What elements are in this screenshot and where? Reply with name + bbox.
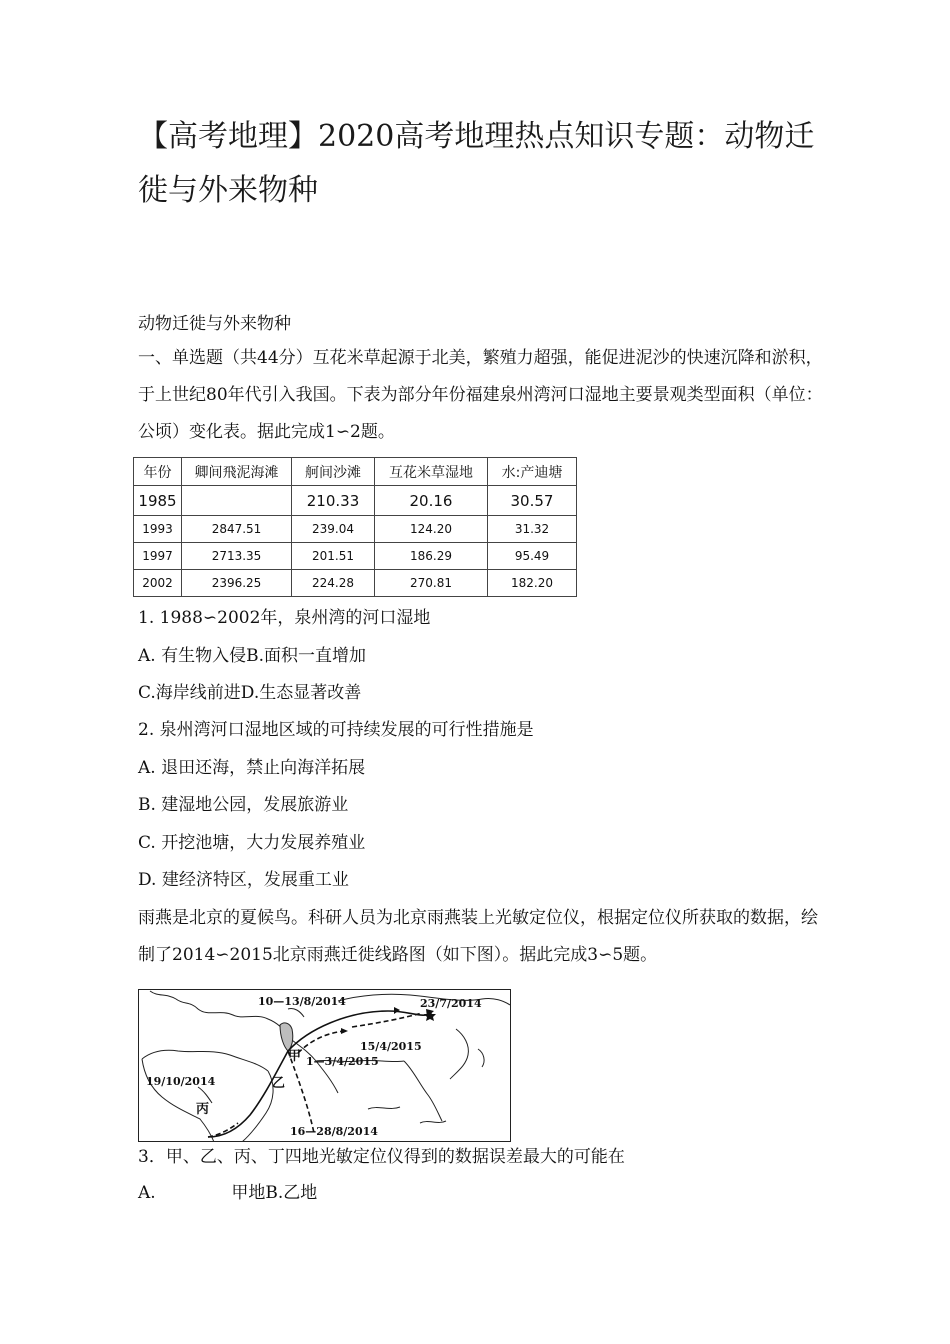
table-cell: 2396.25 — [182, 570, 292, 597]
table-row — [134, 486, 577, 516]
question-2-option-d: D. 建经济特区，发展重工业 — [138, 870, 349, 890]
map-label-bing: 丙 — [196, 1102, 210, 1117]
question-1-options-cd: C.海岸线前进D.生态显著改善 — [138, 683, 362, 703]
question-2-stem: 2. 泉州湾河口湿地区域的可持续发展的可行性措施是 — [138, 720, 534, 740]
table-cell: 2713.35 — [182, 543, 292, 570]
question-3-stem: 3．甲、乙、丙、丁四地光敏定位仪得到的数据误差最大的可能在 — [138, 1147, 625, 1167]
table-row — [134, 516, 577, 543]
table-header: 舸间沙滩 — [292, 458, 375, 486]
table-cell: 2002 — [134, 570, 182, 597]
question-1-options-ab: A. 有生物入侵B.面积一直增加 — [138, 646, 366, 666]
page-title: 【高考地理】2020高考地理热点知识专题：动物迁徙与外来物种 — [138, 119, 815, 208]
map-label-date: 16—28/8/2014 — [290, 1125, 378, 1138]
section2-intro: 雨燕是北京的夏候鸟。科研人员为北京雨燕装上光敏定位仪，根据定位仪所获取的数据，绘制了2014∽2015北京雨燕迁徙线路图（如下图）。据此完成3∽5题。 — [138, 908, 818, 965]
table-row — [134, 570, 577, 597]
table-cell — [182, 486, 292, 516]
swift-migration-map — [138, 989, 511, 1142]
table-cell: 201.51 — [292, 543, 375, 570]
map-label-date: 10—13/8/2014 — [258, 995, 346, 1008]
table-cell: 95.49 — [488, 543, 577, 570]
table-cell: 30.57 — [488, 486, 577, 516]
map-label-jia: 甲 — [288, 1049, 302, 1064]
wetland-area-table — [133, 457, 577, 597]
table-header: 互花米草湿地 — [375, 458, 488, 486]
table-cell: 2847.51 — [182, 516, 292, 543]
table-header: 卿间飛泥海滩 — [182, 458, 292, 486]
table-cell: 124.20 — [375, 516, 488, 543]
table-cell: 182.20 — [488, 570, 577, 597]
table-header: 年份 — [134, 458, 182, 486]
table-cell: 1985 — [134, 486, 182, 516]
map-label-date: 15/4/2015 — [360, 1040, 422, 1053]
table-cell: 210.33 — [292, 486, 375, 516]
subtitle: 动物迁徙与外来物种 — [138, 314, 291, 334]
map-label-yi: 乙 — [272, 1076, 286, 1091]
map-label-date: 1—3/4/2015 — [306, 1055, 379, 1068]
question-3-options-ab: A. 甲地B.乙地 — [138, 1183, 318, 1203]
section1-intro: 一、单选题（共44分）互花米草起源于北美，繁殖力超强，能促进泥沙的快速沉降和淤积，于上世纪80年代引入我国。下表为部分年份福建泉州湾河口湿地主要景观类型面积（单位：公顷）变化表。据此完成1∽2题。 — [138, 348, 823, 442]
table-cell: 1993 — [134, 516, 182, 543]
table-cell: 186.29 — [375, 543, 488, 570]
question-2-option-a: A. 退田还海，禁止向海洋拓展 — [138, 758, 366, 778]
table-header-row — [134, 458, 577, 486]
table-header: 水:产迪塘 — [488, 458, 577, 486]
table-cell: 270.81 — [375, 570, 488, 597]
table-row — [134, 543, 577, 570]
question-2-option-b: B. 建湿地公园，发展旅游业 — [138, 795, 349, 815]
table-cell: 239.04 — [292, 516, 375, 543]
question-1-stem: 1. 1988∽2002年，泉州湾的河口湿地 — [138, 608, 431, 628]
table-cell: 31.32 — [488, 516, 577, 543]
map-label-date: 23/7/2014 — [420, 997, 482, 1010]
table-cell: 224.28 — [292, 570, 375, 597]
table-cell: 1997 — [134, 543, 182, 570]
map-label-date: 19/10/2014 — [146, 1075, 216, 1088]
table-cell: 20.16 — [375, 486, 488, 516]
question-2-option-c: C. 开挖池塘，大力发展养殖业 — [138, 833, 366, 853]
